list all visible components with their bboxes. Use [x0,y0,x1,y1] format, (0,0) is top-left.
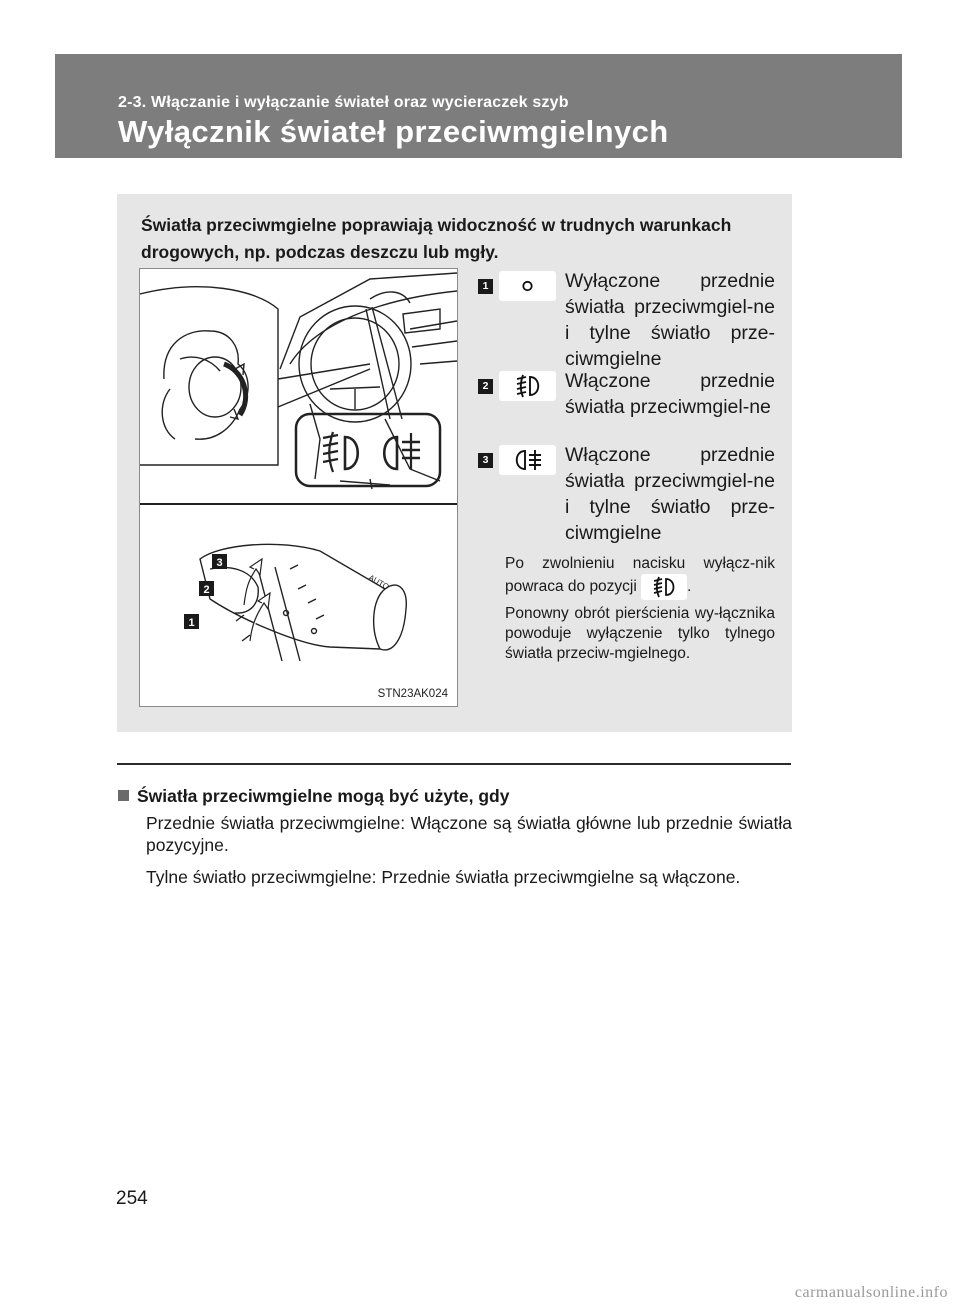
position-description: Włączone przednie światła przeciwmgiel-ne [565,370,775,418]
usage-paragraph: Przednie światła przeciwmgielne: Włączone są światła główne lub przednie światła pozycyjne. [146,813,792,855]
info-panel [117,194,792,732]
front-fog-light-icon [499,371,556,401]
illustration [139,268,458,707]
position-number: 3 [478,453,493,468]
intro-text: Światła przeciwmgielne poprawiają widoczność w trudnych warunkach drogowych, np. podczas deszczu lub mgły. [141,215,732,262]
section-header [55,54,902,158]
callout-1: 1 [188,617,195,629]
usage-paragraph: Tylne światło przeciwmgielne: Przednie światła przeciwmgielne są włączone. [146,867,741,887]
section-divider [117,763,791,765]
callout-3: 3 [216,557,223,569]
position-description: Włączone przednie światła przeciwmgiel-ne i tylne światło prze-ciwmgielne [565,444,775,544]
front-fog-light-icon [641,574,687,600]
bullet-square-icon [118,790,129,801]
usage-section [118,783,792,888]
return-note-text: Po zwolnieniu nacisku wyłącz-nik powraca do pozycji [505,555,775,596]
svg-text:AUTO: AUTO [367,572,391,592]
usage-heading-text: Światła przeciwmgielne mogą być użyte, gdy [137,786,510,806]
position-description: Wyłączone przednie światła przeciwmgiel-ne i tylne światło prze-ciwmgielne [565,270,775,370]
usage-heading [118,783,792,809]
return-note-end: . [687,578,692,596]
position-number: 1 [478,279,493,294]
rear-fog-light-icon [499,445,556,475]
position-number: 2 [478,379,493,394]
fog-switch-illustration [140,269,457,706]
page-number: 254 [116,1188,148,1209]
off-position-icon [499,271,556,301]
second-turn-note: Ponowny obrót pierścienia wy-łącznika powoduje wyłączenie tylko tylnego światła przeciw-mgielnego. [505,605,775,662]
callout-2: 2 [203,584,210,596]
return-note [505,554,775,600]
page-title: Wyłącznik świateł przeciwmgielnych [118,114,669,149]
watermark: carmanualsonline.info [794,1284,948,1301]
figure-code: STN23AK024 [377,688,448,700]
figure-callouts [184,554,391,629]
section-breadcrumb: 2-3. Włączanie i wyłączanie świateł oraz wycieraczek szyb [118,94,569,111]
